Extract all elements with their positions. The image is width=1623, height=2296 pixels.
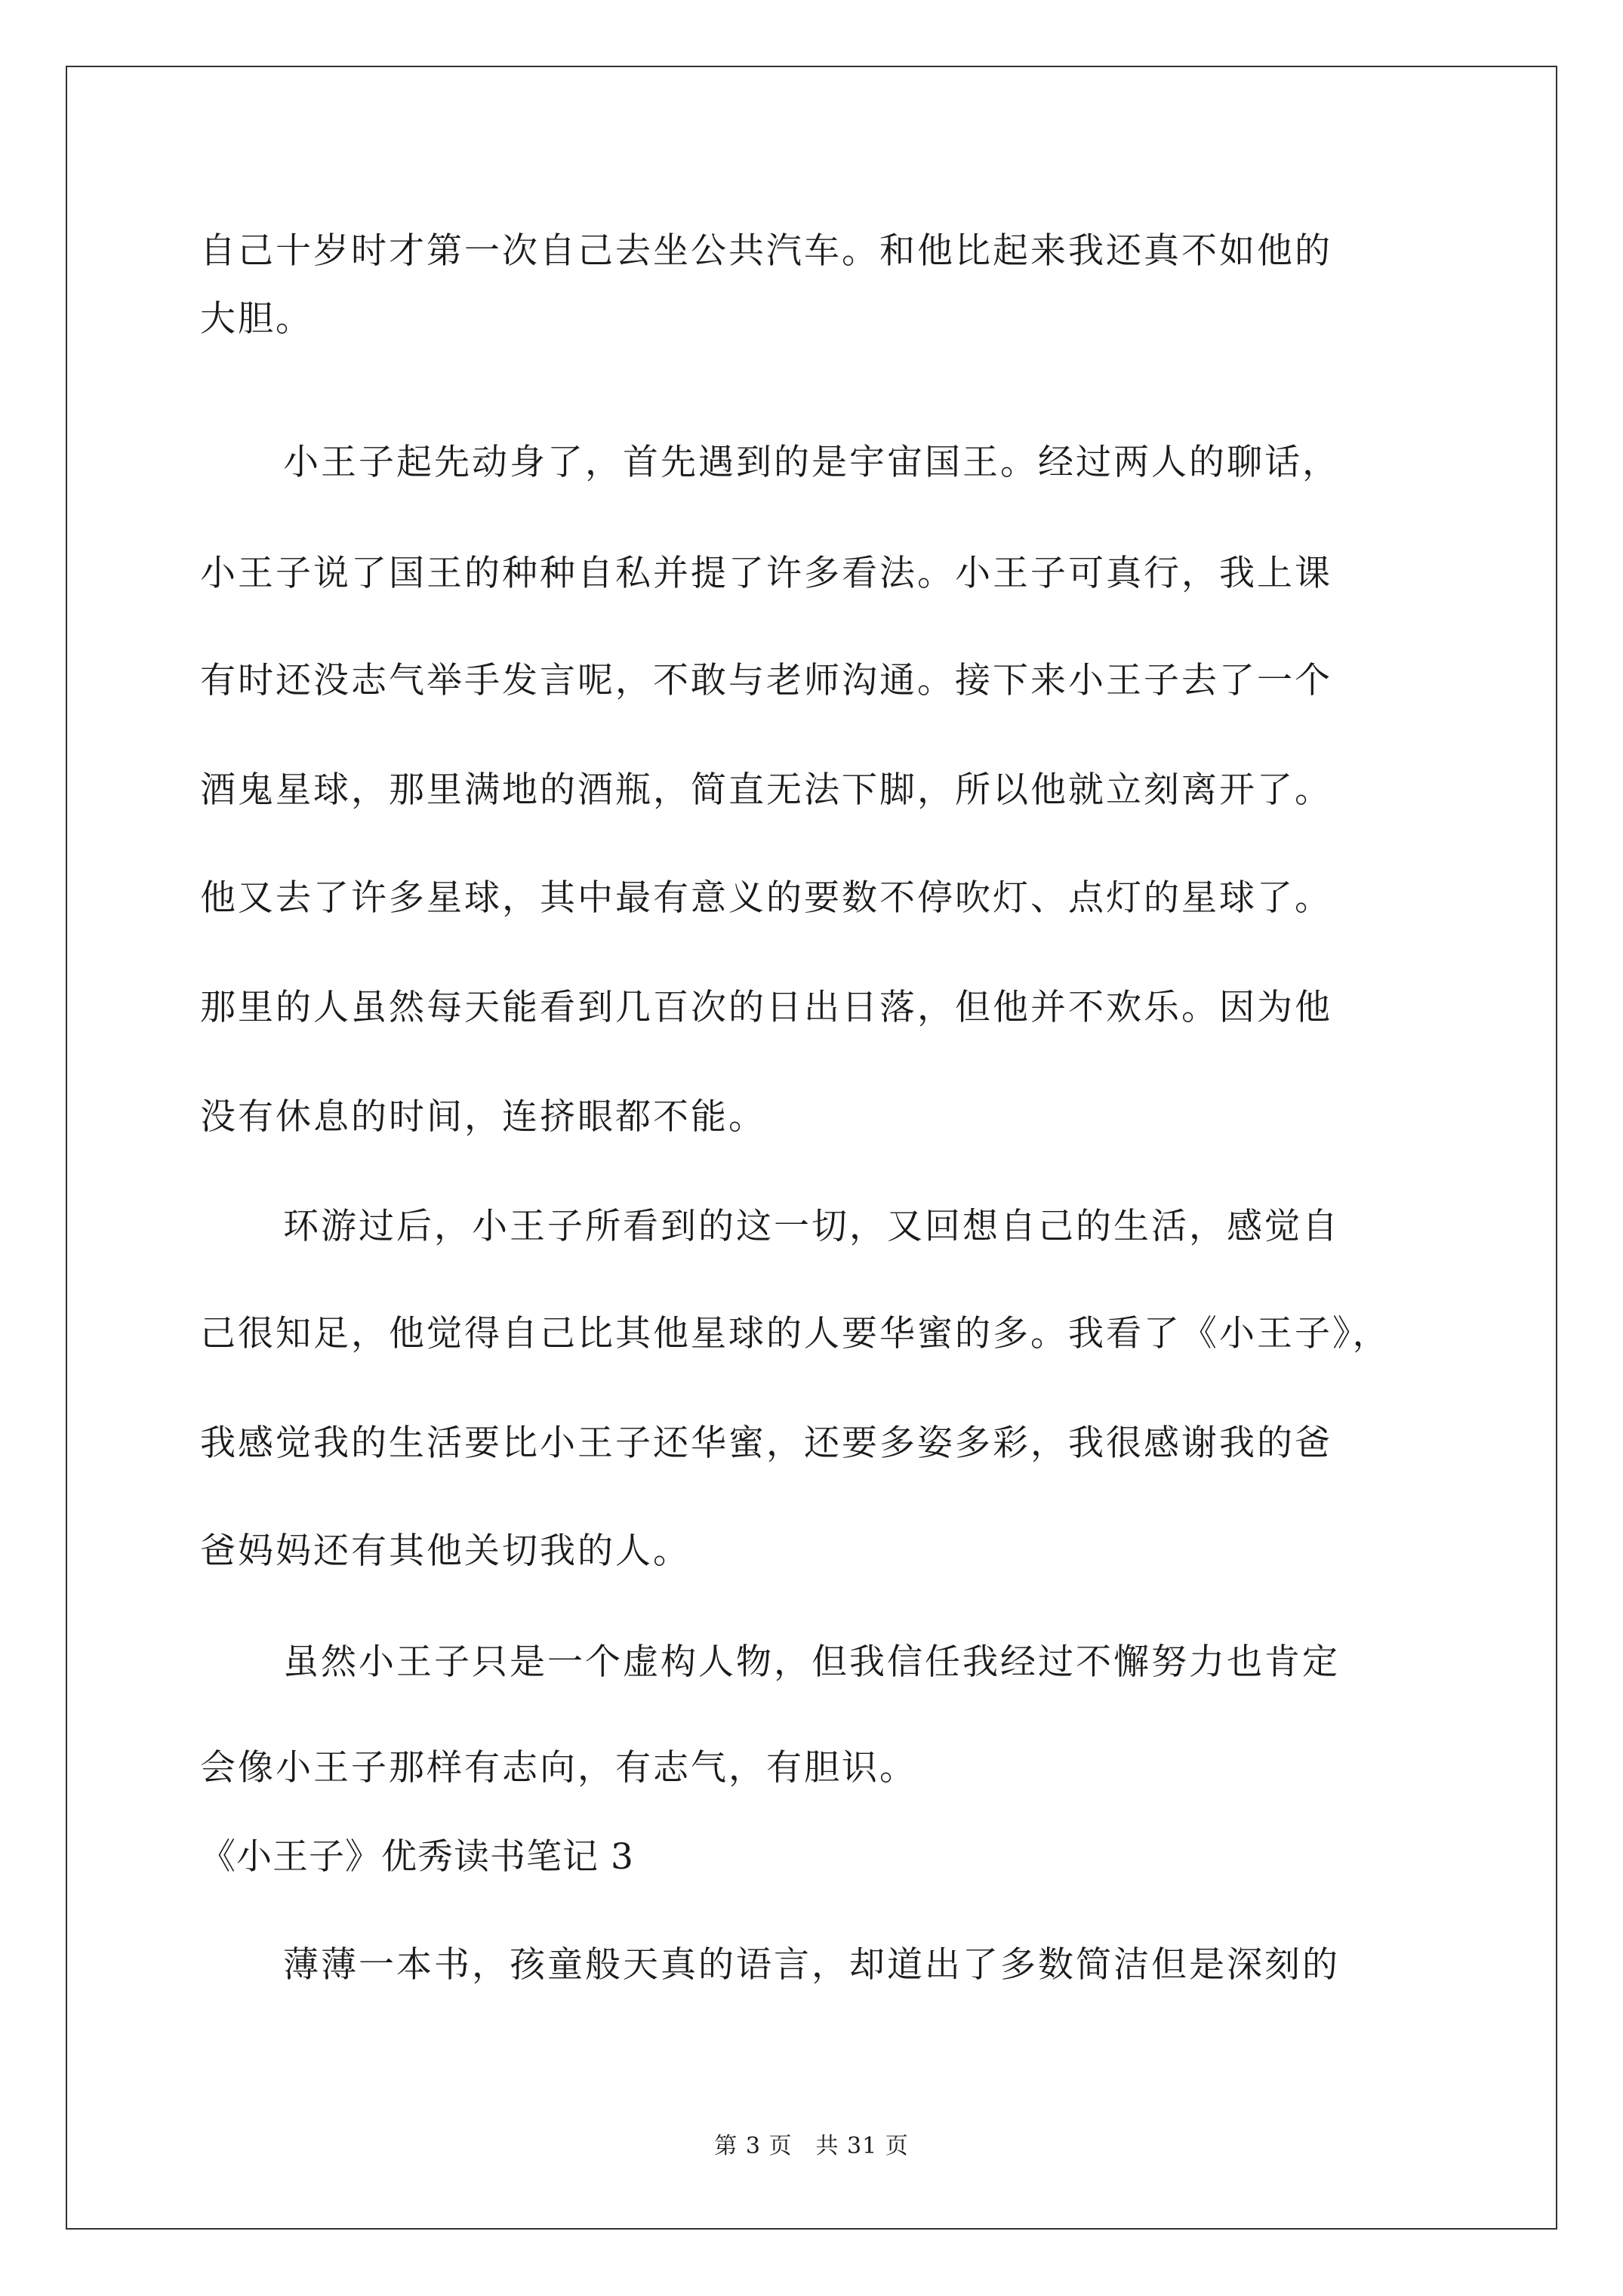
body-text-line: 己很知足，他觉得自己比其他星球的人要华蜜的多。我看了《小王子》， xyxy=(200,1313,1390,1354)
body-text-line: 自己十岁时才第一次自己去坐公共汽车。和他比起来我还真不如他的 xyxy=(200,230,1332,272)
paragraph-first-line: 虽然小王子只是一个虚构人物，但我信任我经过不懈努力也肯定 xyxy=(283,1641,1340,1683)
body-text-line: 他又去了许多星球，其中最有意义的要数不停吹灯、点灯的星球了。 xyxy=(200,877,1332,919)
page-border xyxy=(66,66,1557,2230)
body-text-line: 酒鬼星球，那里满地的酒瓶，简直无法下脚，所以他就立刻离开了。 xyxy=(200,769,1332,811)
body-text-line: 小王子说了国王的种种自私并提了许多看法。小王子可真行，我上课 xyxy=(200,553,1332,594)
paragraph-first-line: 薄薄一本书，孩童般天真的语言，却道出了多数简洁但是深刻的 xyxy=(283,1944,1340,1986)
body-text-line: 那里的人虽然每天能看到几百次的日出日落，但他并不欢乐。因为他 xyxy=(200,987,1332,1028)
body-text-line: 有时还没志气举手发言呢，不敢与老师沟通。接下来小王子去了一个 xyxy=(200,660,1332,701)
paragraph-first-line: 小王子起先动身了，首先遇到的是宇宙国王。经过两人的聊话， xyxy=(283,442,1340,483)
page-number-footer: 第 3 页 共 31 页 xyxy=(714,2133,909,2159)
section-heading: 《小王子》优秀读书笔记 3 xyxy=(200,1836,634,1878)
body-text-line: 大胆。 xyxy=(200,298,313,340)
body-text-line: 没有休息的时间，连挤眼都不能。 xyxy=(200,1096,766,1138)
body-text-line: 爸妈妈还有其他关切我的人。 xyxy=(200,1530,691,1572)
paragraph-first-line: 环游过后，小王子所看到的这一切，又回想自己的生活，感觉自 xyxy=(283,1206,1340,1247)
body-text-line: 我感觉我的生活要比小王子还华蜜，还要多姿多彩，我很感谢我的爸 xyxy=(200,1422,1332,1464)
body-text-line: 会像小王子那样有志向，有志气，有胆识。 xyxy=(200,1747,917,1789)
